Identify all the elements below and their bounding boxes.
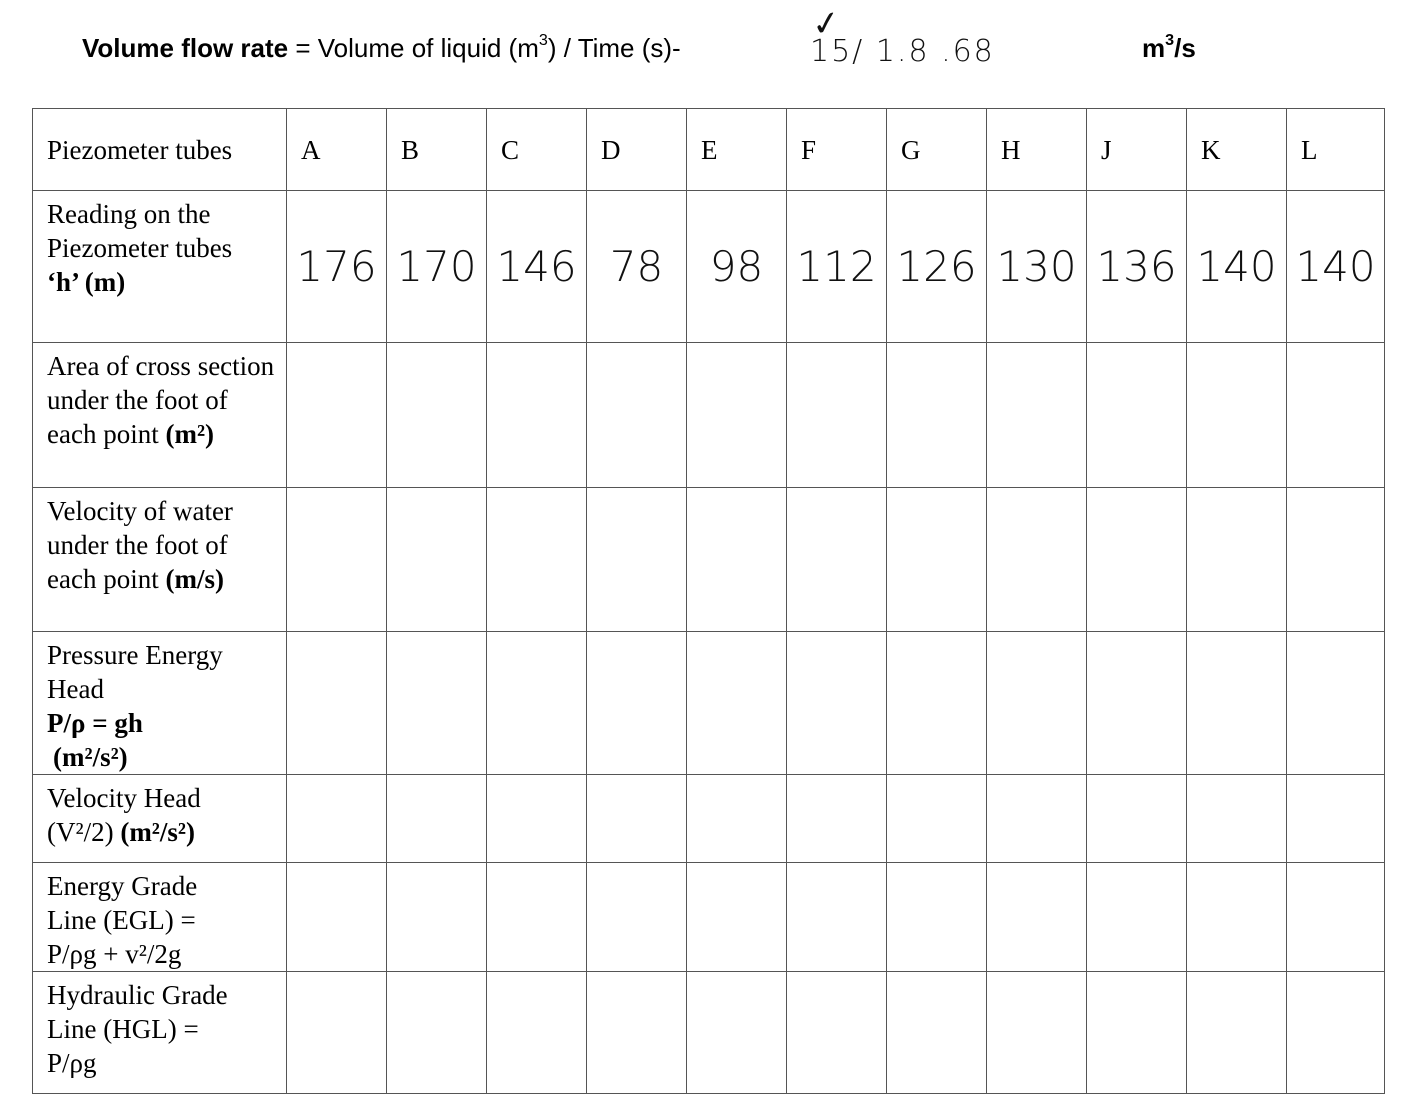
table-cell xyxy=(1087,632,1187,775)
table-cell xyxy=(1087,343,1187,488)
table-cell xyxy=(987,972,1087,1094)
table-cell xyxy=(687,863,787,972)
table-cell xyxy=(687,972,787,1094)
table-cell xyxy=(1287,632,1385,775)
column-header-d: D xyxy=(587,109,687,191)
reading-cell-g: 126 xyxy=(887,191,987,343)
table-cell xyxy=(887,632,987,775)
table-cell xyxy=(387,775,487,863)
table-cell xyxy=(287,632,387,775)
column-header-f: F xyxy=(787,109,887,191)
reading-cell-k: 140 xyxy=(1187,191,1287,343)
handwritten-flow-values: 15/ 1.8 .68 xyxy=(810,34,995,69)
area-row xyxy=(33,343,1385,488)
table-cell xyxy=(1087,972,1187,1094)
table-cell xyxy=(1187,632,1287,775)
table-cell xyxy=(887,863,987,972)
column-header-l: L xyxy=(1287,109,1385,191)
hgl-row-label: Hydraulic Grade Line (HGL) = P/ρg xyxy=(33,972,287,1094)
table-cell xyxy=(987,488,1087,632)
table-cell xyxy=(287,775,387,863)
table-cell xyxy=(1187,488,1287,632)
area-row-label: Area of cross section under the foot of each point (m²) xyxy=(33,343,287,488)
flow-rate-formula: Volume of liquid $(m^3)$ / Time (s)- xyxy=(317,30,681,63)
table-cell xyxy=(387,343,487,488)
reading-cell-a: 176 xyxy=(287,191,387,343)
table-cell xyxy=(787,632,887,775)
header-row xyxy=(33,109,1385,191)
table-cell xyxy=(1287,972,1385,1094)
table-cell xyxy=(587,488,687,632)
reading-cell-b: 170 xyxy=(387,191,487,343)
velocity-row-label: Velocity of water under the foot of each point (m/s) xyxy=(33,488,287,632)
column-header-e: E xyxy=(687,109,787,191)
header-row-label: Piezometer tubes xyxy=(33,109,287,191)
reading-cell-d: 78 xyxy=(587,191,687,343)
table-cell xyxy=(687,632,787,775)
table-cell xyxy=(1287,343,1385,488)
table-cell xyxy=(1187,775,1287,863)
piezometer-table xyxy=(32,108,1385,1094)
table-cell xyxy=(287,972,387,1094)
readings-row-label: Reading on the Piezometer tubes ‘h’ (m) xyxy=(33,191,287,343)
table-cell xyxy=(987,863,1087,972)
table-cell xyxy=(1087,775,1187,863)
table-cell xyxy=(787,488,887,632)
reading-cell-j: 136 xyxy=(1087,191,1187,343)
column-header-b: B xyxy=(387,109,487,191)
table-cell xyxy=(387,972,487,1094)
pressure-head-row-label: Pressure Energy Head P/ρ = gh (m²/s²) xyxy=(33,632,287,775)
table-cell xyxy=(487,488,587,632)
table-cell xyxy=(887,343,987,488)
table-cell xyxy=(487,863,587,972)
velocity-row xyxy=(33,488,1385,632)
egl-row xyxy=(33,863,1385,972)
velocity-head-row xyxy=(33,775,1385,863)
table-cell xyxy=(287,343,387,488)
table-cell xyxy=(987,343,1087,488)
table-cell xyxy=(687,775,787,863)
table-cell xyxy=(787,863,887,972)
column-header-g: G xyxy=(887,109,987,191)
table-cell xyxy=(387,488,487,632)
flow-rate-label: Volume flow rate xyxy=(82,33,289,63)
table-cell xyxy=(287,488,387,632)
table-cell xyxy=(687,343,787,488)
table-cell xyxy=(1187,863,1287,972)
table-cell xyxy=(1287,488,1385,632)
equals-sign: = xyxy=(288,33,318,63)
table-cell xyxy=(1287,863,1385,972)
readings-row xyxy=(33,191,1385,343)
table-cell xyxy=(387,632,487,775)
column-header-h: H xyxy=(987,109,1087,191)
column-header-a: A xyxy=(287,109,387,191)
table-cell xyxy=(1187,343,1287,488)
table-cell xyxy=(487,632,587,775)
table-cell xyxy=(587,632,687,775)
table-cell xyxy=(487,775,587,863)
table-cell xyxy=(787,972,887,1094)
reading-cell-e: 98 xyxy=(687,191,787,343)
egl-row-label: Energy Grade Line (EGL) = P/ρg + v²/2g xyxy=(33,863,287,972)
table-cell xyxy=(587,775,687,863)
table-cell xyxy=(1287,775,1385,863)
table-cell xyxy=(587,343,687,488)
reading-cell-h: 130 xyxy=(987,191,1087,343)
hgl-row xyxy=(33,972,1385,1094)
table-cell xyxy=(387,863,487,972)
table-cell xyxy=(787,343,887,488)
reading-cell-c: 146 xyxy=(487,191,587,343)
table-cell xyxy=(287,863,387,972)
table-cell xyxy=(987,775,1087,863)
table-cell xyxy=(987,632,1087,775)
table-cell xyxy=(687,488,787,632)
handwritten-check-mark: ✓ xyxy=(809,2,844,46)
column-header-k: K xyxy=(1187,109,1287,191)
flow-rate-header xyxy=(82,2,1382,72)
column-header-j: J xyxy=(1087,109,1187,191)
table-cell xyxy=(587,863,687,972)
reading-cell-f: 112 xyxy=(787,191,887,343)
table-cell xyxy=(1187,972,1287,1094)
column-header-c: C xyxy=(487,109,587,191)
table-cell xyxy=(1087,863,1187,972)
table-cell xyxy=(887,972,987,1094)
table-cell xyxy=(1087,488,1187,632)
table-cell xyxy=(887,775,987,863)
table-cell xyxy=(787,775,887,863)
table-cell xyxy=(587,972,687,1094)
table-cell xyxy=(887,488,987,632)
table-cell xyxy=(487,972,587,1094)
table-cell xyxy=(487,343,587,488)
reading-cell-l: 140 xyxy=(1287,191,1385,343)
pressure-head-row xyxy=(33,632,1385,775)
velocity-head-row-label: Velocity Head (V²/2) (m²/s²) xyxy=(33,775,287,863)
flow-rate-units: $m^3/s$ xyxy=(1142,30,1196,63)
